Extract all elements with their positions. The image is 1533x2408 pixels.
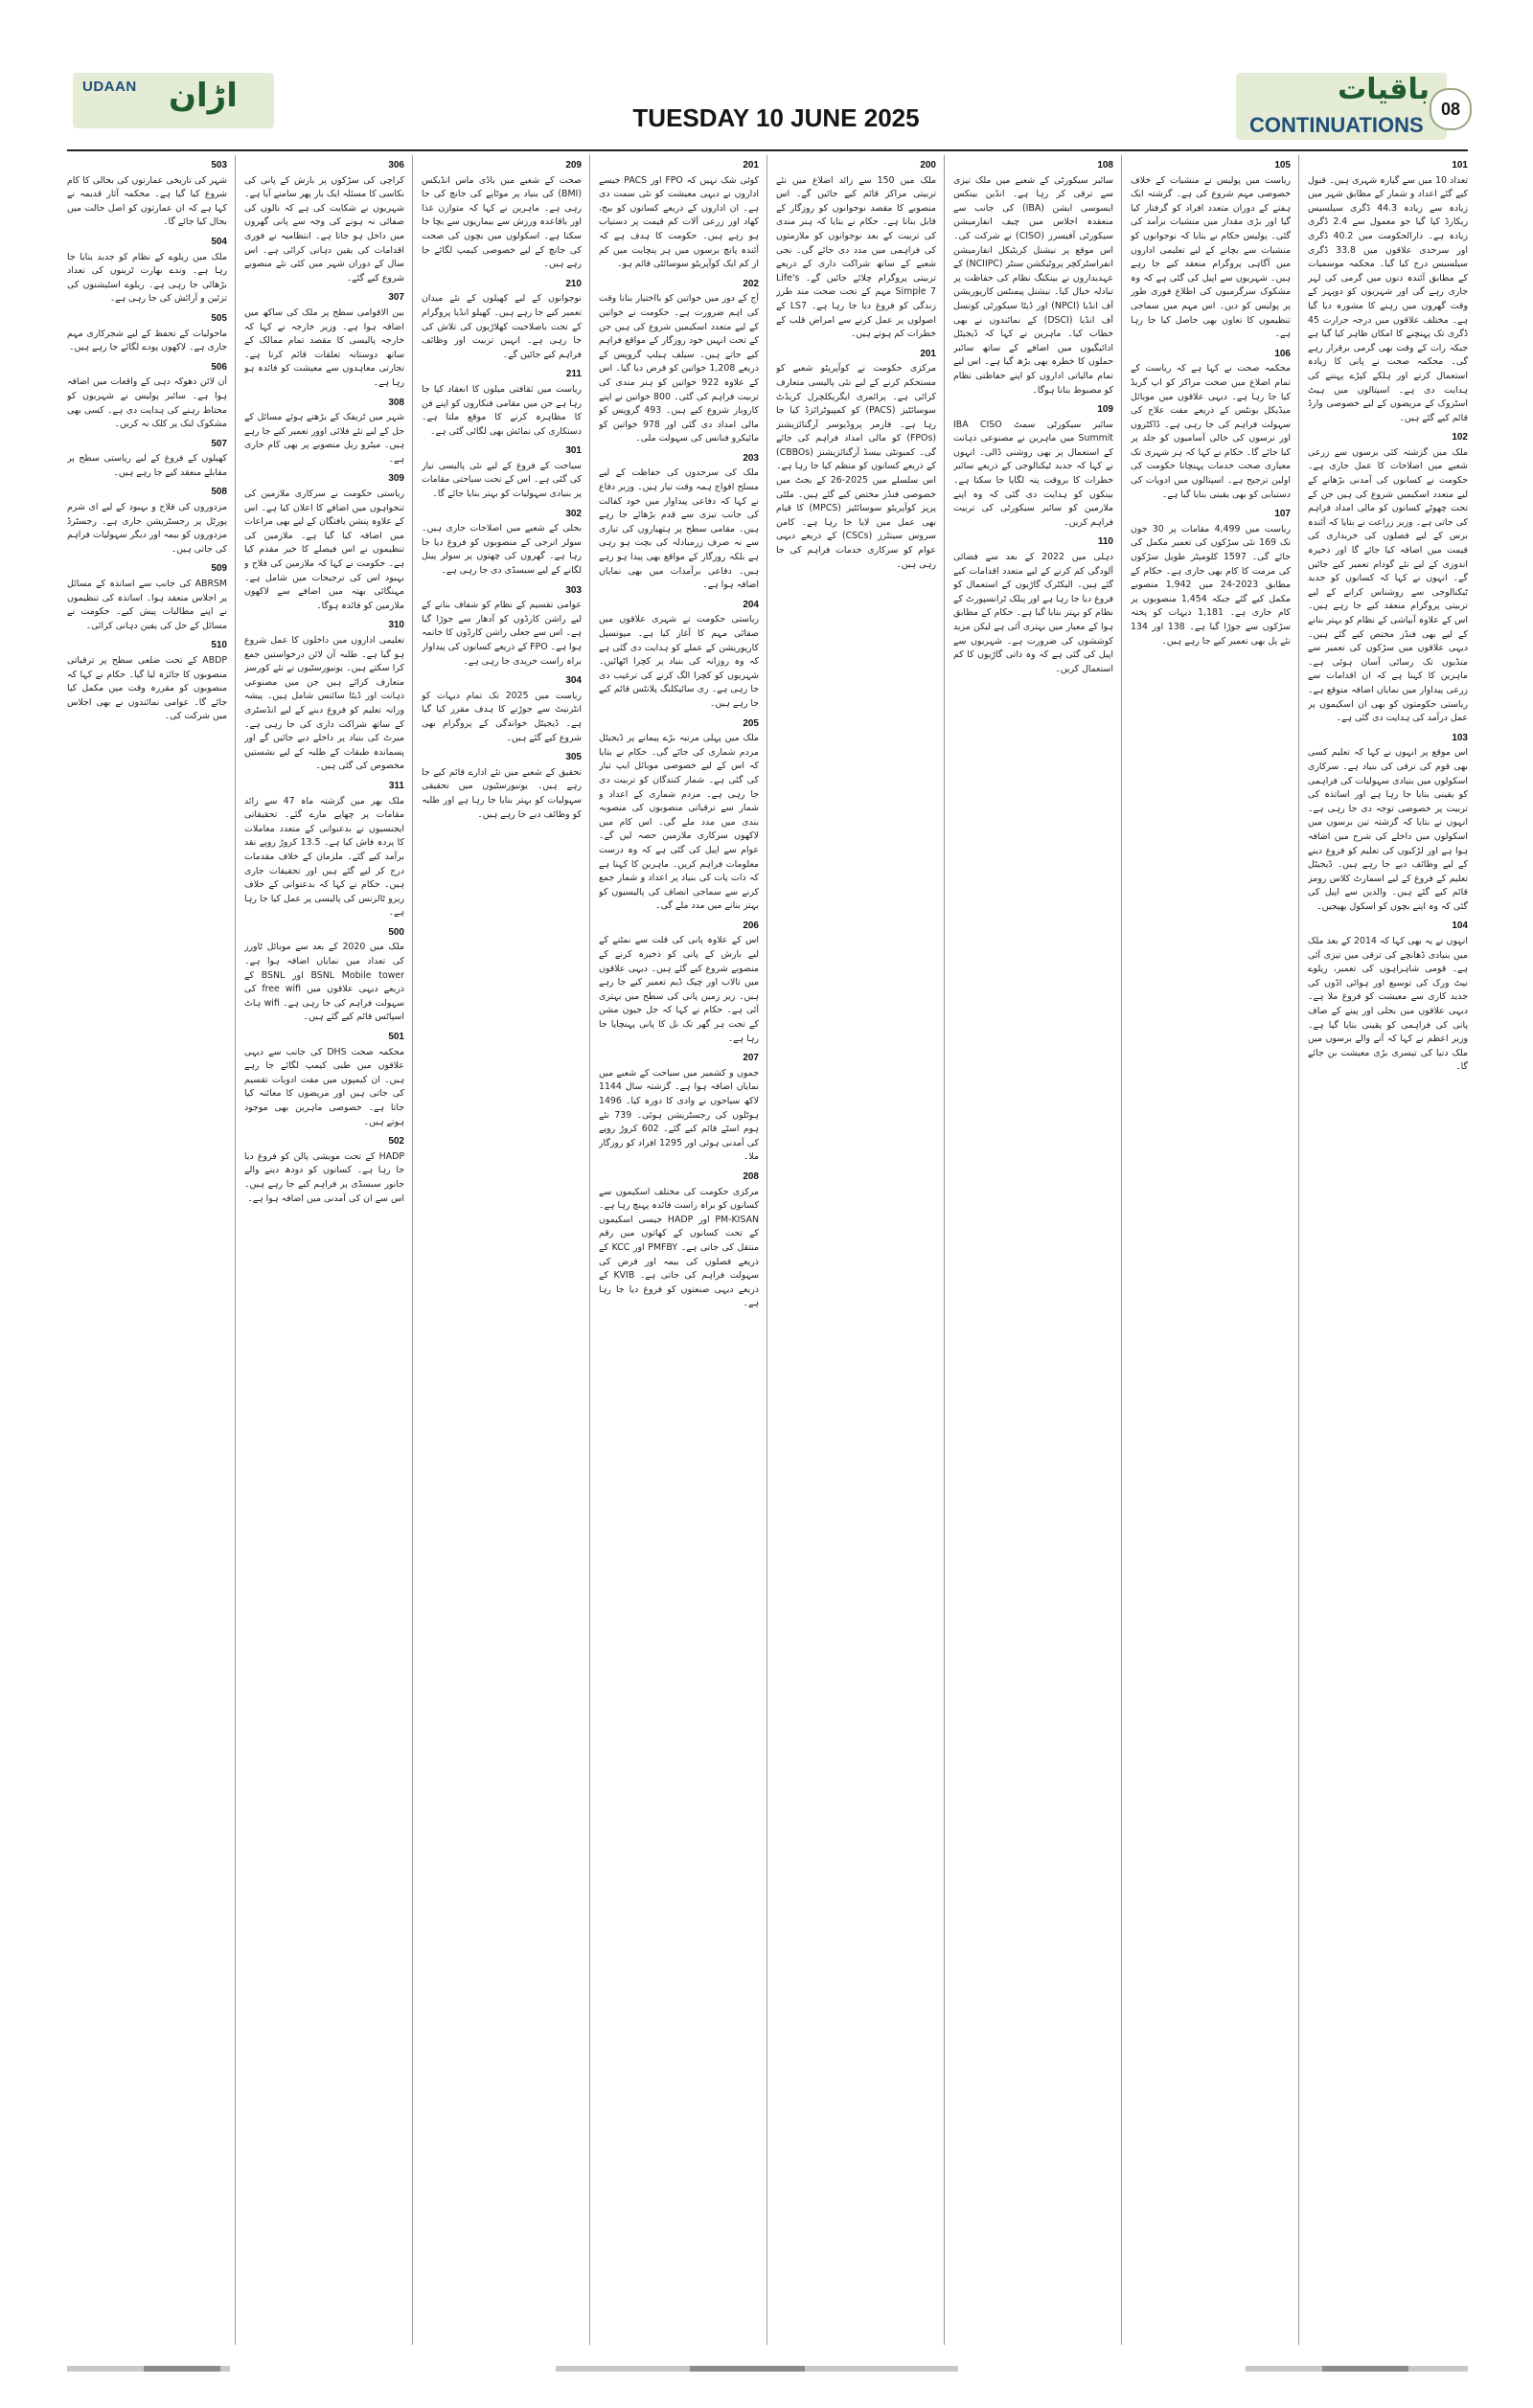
story-block [953,535,1113,676]
story-number: 503 [211,160,227,170]
story-text: ریاست میں 2025 تک تمام دیہات کو انٹرنیٹ سے جوڑنے کا ہدف مقرر کیا گیا ہے۔ ڈیجیٹل خواندگی کے پروگرام بھی شروع کیے گئے ہیں۔ [422,690,582,743]
story-block [67,639,227,724]
story-block [1131,159,1291,342]
column-divider [589,155,590,2345]
story-block [776,348,936,573]
story-number: 109 [1097,404,1113,416]
footer-rule-left-accent [144,2366,220,2372]
text-column [1131,155,1291,2345]
story-block [244,926,404,1025]
story-block [422,444,582,501]
story-text: مزدوروں کی فلاح و بہبود کے لیے ای شرم پورٹل پر رجسٹریشن جاری ہے۔ رجسٹرڈ مزدوروں کو بیمہ اور دیگر سہولیات فراہم کی جاتی ہیں۔ [67,502,227,555]
story-block [1308,732,1468,915]
story-number: 206 [743,920,759,931]
story-text: عوامی تقسیم کے نظام کو شفاف بنانے کے لیے راشن کارڈوں کو آدھار سے جوڑا گیا ہے۔ اس سے جعلی راشن کارڈوں کا خاتمہ ہوا ہے۔ FPO کے ذریعے کسانوں کی پیداوار براہ راست خریدی جا رہی ہے۔ [422,600,582,667]
story-block [953,403,1113,530]
story-block [67,486,227,557]
story-number: 303 [565,584,582,596]
story-text: سائبر سیکورٹی کے شعبے میں ملک تیزی سے ترقی کر رہا ہے۔ انڈین بینکس ایسوسی ایشن (IBA) کی جانب سے منعقدہ اجلاس میں چیف انفارمیشن سیکورٹی آفیسرز (CISO) نے شرکت کی۔ اس موقع پر نیشنل کریٹیکل انفارمیشن انفراسٹرکچر پروٹیکشن سنٹر (NCIIPC) کے عہدیداروں نے بینکنگ نظام کی حفاظت پر تبادلہ خیال کیا۔ نیشنل پیمنٹس کارپوریشن آف انڈیا (NPCI) اور ڈیٹا سیکورٹی کونسل آف انڈیا (DSCI) کے نمائندوں نے بھی خطاب کیا۔ ماہرین نے کہا کہ ڈیجیٹل ادائیگیوں میں اضافے کے ساتھ سائبر حملوں کا خطرہ بھی بڑھ گیا ہے۔ اس لیے تمام مالیاتی اداروں کو اپنے حفاظتی نظام کو مضبوط بنانا ہوگا۔ [953,174,1113,396]
story-number: 208 [743,1170,759,1182]
story-text: سائبر سیکورٹی سمٹ IBA CISO Summit میں ماہرین نے مصنوعی ذہانت کے استعمال پر بھی روشنی ڈالی۔ انہوں نے کہا کہ جدید ٹیکنالوجی کے ذریعے سائبر خطرات کا بروقت پتہ لگایا جا سکتا ہے۔ بینکوں کو ہدایت دی گئی کہ وہ اپنے ملازمین کو سائبر سیکورٹی کی تربیت فراہم کریں۔ [953,419,1113,528]
story-text: کھیلوں کے فروغ کے لیے ریاستی سطح پر مقابلے منعقد کیے جا رہے ہیں۔ [67,453,227,478]
story-text: جموں و کشمیر میں سیاحت کے شعبے میں نمایاں اضافہ ہوا ہے۔ گزشتہ سال 1144 لاکھ سیاحوں نے وادی کا دورہ کیا۔ 1496 ہوٹلوں کی رجسٹریشن ہوئی۔ 739 نئے ہوم اسٹے قائم کیے گئے۔ 602 کروڑ روپے کی آمدنی ہوئی اور 1295 افراد کو روزگار ملا۔ [599,1067,759,1163]
column-divider [1298,155,1299,2345]
story-text: شہر کی تاریخی عمارتوں کی بحالی کا کام شروع کیا گیا ہے۔ محکمہ آثار قدیمہ نے کہا ہے کہ ان عمارتوں کو اصل حالت میں بحال کیا جائے گا۔ [67,174,227,228]
story-number: 202 [743,278,759,289]
story-number: 207 [743,1053,759,1064]
story-text: اس کے علاوہ پانی کی قلت سے نمٹنے کے لیے بارش کے پانی کو ذخیرہ کرنے کے منصوبے شروع کیے گئے ہیں۔ دیہی علاقوں میں تالاب اور چیک ڈیم تعمیر کیے جا رہے ہیں۔ زیر زمین پانی کی سطح میں بہتری آئی ہے۔ حکام نے کہا کہ جل جیون مشن کے تحت ہر گھر تک نل کا پانی پہنچایا جا رہا ہے۔ [599,935,759,1044]
story-number: 106 [1274,348,1291,359]
brand-name-english: UDAAN [82,79,137,95]
story-number: 501 [388,1032,404,1043]
story-block [67,236,227,307]
text-column [244,155,404,2345]
story-number: 204 [743,599,759,610]
text-column [953,155,1113,2345]
story-number: 310 [388,620,404,631]
story-text: دہلی میں 2022 کے بعد سے فضائی آلودگی کم کرنے کے لیے متعدد اقدامات کیے گئے ہیں۔ الیکٹرک گاڑیوں کے استعمال کو فروغ دیا جا رہا ہے اور پبلک ٹرانسپورٹ کے نظام کو بہتر بنایا گیا ہے۔ حکام کے مطابق ہوا کے معیار میں بہتری آئی ہے لیکن مزید کوششوں کی ضرورت ہے۔ شہریوں سے اپیل کی گئی ہے کہ وہ ذاتی گاڑیوں کا کم استعمال کریں۔ [953,552,1113,674]
story-block [1308,159,1468,425]
story-text: آن لائن دھوکہ دہی کے واقعات میں اضافہ ہوا ہے۔ سائبر پولیس نے شہریوں کو محتاط رہنے کی ہدایت دی ہے۔ کسی بھی مشکوک لنک پر کلک نہ کریں۔ [67,376,227,430]
section-title-urdu: باقیات [1338,73,1430,106]
story-number: 104 [1452,920,1468,932]
story-block [422,508,582,579]
story-number: 311 [388,780,404,791]
story-block [1131,508,1291,648]
story-block [67,361,227,432]
brand-logo [73,73,274,128]
story-block [67,159,227,230]
story-number: 210 [565,278,582,289]
story-block [244,291,404,390]
story-text: ملک میں گزشتہ کئی برسوں سے زرعی شعبے میں اصلاحات کا عمل جاری ہے۔ حکومت نے کسانوں کی آمدنی بڑھانے کے لیے متعدد اسکیمیں شروع کی ہیں جن کے تحت چھوٹے کسانوں کو مالی امداد فراہم کی جاتی ہے۔ وزیر زراعت نے بتایا کہ آئندہ برس کے لیے فصلوں کی خریداری کی قیمت میں اضافہ کیا جائے گا اور ذخیرہ اندوزی کے لیے نئے گودام تعمیر کیے جائیں گے۔ انہوں نے کہا کہ کسانوں کو جدید ٹیکنالوجی سے روشناس کرانے کے لیے تربیتی پروگرام منعقد کیے جا رہے ہیں۔ اس کے علاوہ آبپاشی کے نظام کو بہتر بنانے کے لیے بھی فنڈز مختص کیے گئے ہیں۔ دیہی علاقوں میں سڑکوں کی تعمیر سے منڈیوں تک رسائی آسان ہوئی ہے۔ ماہرین کا کہنا ہے کہ ان اقدامات سے زرعی پیداوار میں نمایاں اضافہ متوقع ہے۔ ریاستی حکومتوں کو بھی ان اسکیموں پر عمل درآمد کی ہدایت دی گئی ہے۔ [1308,446,1468,724]
story-block [953,159,1113,398]
story-text: ریاست میں پولیس نے منشیات کے خلاف خصوصی مہم شروع کی ہے۔ گزشتہ ایک ہفتے کے دوران متعدد افراد کو گرفتار کیا گیا اور بڑی مقدار میں منشیات برآمد کی گئی۔ پولیس حکام نے بتایا کہ نوجوانوں کو منشیات سے بچانے کے لیے تعلیمی اداروں میں آگاہی پروگرام منعقد کیے جا رہے ہیں۔ شہریوں سے اپیل کی گئی ہے کہ وہ مشکوک سرگرمیوں کی اطلاع فوری طور پر پولیس کو دیں۔ اس مہم میں سماجی تنظیموں کا تعاون بھی حاصل کیا جا رہا ہے۔ [1131,174,1291,340]
story-text: ملک میں 2020 کے بعد سے موبائل ٹاورز کی تعداد میں نمایاں اضافہ ہوا ہے۔ BSNL Mobile tower اور BSNL کے ذریعے دیہی علاقوں میں free wifi کی سہولت فراہم کی جا رہی ہے۔ wifi ہاٹ اسپاٹس قائم کیے گئے ہیں۔ [244,942,404,1023]
story-block [599,159,759,272]
story-number: 507 [211,438,227,449]
story-block [244,1135,404,1206]
story-text: بین الاقوامی سطح پر ملک کی ساکھ میں اضافہ ہوا ہے۔ وزیر خارجہ نے کہا کہ خارجہ پالیسی کا مقصد تمام ممالک کے ساتھ دوستانہ تعلقات قائم کرنا ہے۔ تجارتی معاہدوں سے معیشت کو فائدہ ہو رہا ہے۔ [244,307,404,388]
text-column [1308,155,1468,2345]
issue-date: TUESDAY 10 JUNE 2025 [632,103,920,132]
story-block [422,368,582,439]
story-number: 306 [388,160,404,170]
story-block [1308,920,1468,1075]
story-text: ABDP کے تحت ضلعی سطح پر ترقیاتی منصوبوں کا جائزہ لیا گیا۔ حکام نے کہا کہ منصوبوں کو مقررہ وقت میں مکمل کیا جائے گا۔ عوامی نمائندوں نے بھی اجلاس میں شرکت کی۔ [67,655,227,722]
column-divider [1121,155,1122,2345]
story-number: 304 [565,675,582,687]
story-text: کوئی شک نہیں کہ FPO اور PACS جیسے اداروں نے دیہی معیشت کو نئی سمت دی ہے۔ ان اداروں کے ذریعے کسانوں کو بیج، کھاد اور زرعی آلات کم قیمت پر دستیاب ہو رہے ہیں۔ حکومت کا ہدف ہے کہ آئندہ پانچ برسوں میں ہر پنچایت میں کم از کم ایک کوآپریٹو سوسائٹی قائم ہو۔ [599,174,759,270]
story-block [776,159,936,342]
story-text: شہر میں ٹریفک کے بڑھتے ہوئے مسائل کے حل کے لیے نئے فلائی اوور تعمیر کیے جا رہے ہیں۔ میٹرو ریل منصوبے پر بھی کام جاری ہے۔ [244,412,404,465]
story-number: 200 [920,160,936,170]
column-divider [944,155,945,2345]
story-number: 502 [388,1136,404,1147]
story-block [599,452,759,593]
story-text: ریاست میں ثقافتی میلوں کا انعقاد کیا جا رہا ہے جن میں مقامی فنکاروں کو اپنے فن کا مظاہرہ کرنے کا موقع ملتا ہے۔ دستکاری کی نمائش بھی لگائی گئی ہے۔ [422,383,582,437]
story-text: ملک بھر میں گزشتہ ماہ 47 سے زائد مقامات پر چھاپے مارے گئے۔ تحقیقاتی ایجنسیوں نے بدعنوانی کے متعدد معاملات کا پردہ فاش کیا ہے۔ 13.5 کروڑ روپے نقد برآمد کیے گئے۔ ملزمان کے خلاف مقدمات درج کر لیے گئے ہیں اور تحقیقات جاری ہیں۔ حکام نے کہا کہ بدعنوانی کے خلاف زیرو ٹالرنس کی پالیسی پر عمل کیا جا رہا ہے۔ [244,795,404,919]
story-text: ملک میں پہلی مرتبہ بڑے پیمانے پر ڈیجیٹل مردم شماری کی جائے گی۔ حکام نے بتایا کہ اس کے لیے خصوصی موبائل ایپ تیار کی گئی ہے۔ شمار کنندگان کو تربیت دی جا رہی ہے۔ مردم شماری کے اعداد و شمار سے ترقیاتی منصوبوں کی منصوبہ بندی میں مدد ملے گی۔ اس کام میں لاکھوں سرکاری ملازمین حصہ لیں گے۔ عوام سے اپیل کی گئی ہے کہ وہ درست معلومات فراہم کریں۔ ماہرین کا کہنا ہے کہ ذات پات کی بنیاد پر اعداد و شمار جمع کرنے سے سماجی انصاف کی پالیسیوں کو بہتر بنانے میں مدد ملے گی۔ [599,733,759,912]
story-number: 101 [1452,160,1468,170]
story-text: اس موقع پر انہوں نے کہا کہ تعلیم کسی بھی قوم کی ترقی کی بنیاد ہے۔ سرکاری اسکولوں میں بنیادی سہولیات کی فراہمی کو یقینی بنایا جا رہا ہے اور اساتذہ کی تربیت پر خصوصی توجہ دی جا رہی ہے۔ انہوں نے بتایا کہ گزشتہ تین برسوں میں اسکولوں میں داخلے کی شرح میں اضافہ ہوا ہے اور لڑکیوں کی تعلیم کو فروغ دینے کے لیے وظائف دیے جا رہے ہیں۔ ڈیجیٹل تعلیم کے فروغ کے لیے اسمارٹ کلاس رومز قائم کیے گئے ہیں۔ والدین سے اپیل کی گئی کہ وہ اپنے بچوں کو اسکول بھیجیں۔ [1308,747,1468,912]
story-block [422,674,582,745]
story-text: ملک میں 150 سے زائد اضلاع میں نئے تربیتی مراکز قائم کیے جائیں گے۔ اس منصوبے کا مقصد نوجوانوں کو روزگار کے قابل بنانا ہے۔ حکام نے بتایا کہ ہنر مندی کی تربیت کے بعد نوجوانوں کو ملازمتوں کی فراہمی میں مدد دی جائے گی۔ نجی شعبے کے ساتھ شراکت داری کے ذریعے تربیتی پروگرام چلائے جائیں گے۔ Life's Simple 7 مہم کے تحت صحت مند طرز زندگی کو فروغ دیا جا رہا ہے۔ LS7 کے اصولوں پر عمل کرنے سے امراض قلب کے خطرات کم ہوتے ہیں۔ [776,174,936,340]
story-text: کراچی کی سڑکوں پر بارش کے پانی کی نکاسی کا مسئلہ ایک بار پھر سامنے آیا ہے۔ شہریوں نے شکایت کی ہے کہ نالوں کی صفائی نہ ہونے کی وجہ سے پانی گھروں میں داخل ہو جاتا ہے۔ انتظامیہ نے فوری اقدامات کی یقین دہانی کرائی ہے۔ اس سال کے دوران شہر میں کئی نئے منصوبے شروع کیے گئے۔ [244,174,404,284]
story-number: 211 [565,369,582,380]
story-text: آج کے دور میں خواتین کو بااختیار بنانا وقت کی اہم ضرورت ہے۔ حکومت نے خواتین کے لیے متعدد اسکیمیں شروع کی ہیں جن کے تحت انہیں خود روزگار کے مواقع فراہم کیے جاتے ہیں۔ سیلف ہیلپ گروپس کے ذریعے 1,208 خواتین کو قرض دیا گیا۔ اس کے علاوہ 922 خواتین کو ہنر مندی کی تربیت فراہم کی گئی۔ 800 خواتین نے اپنے کاروبار شروع کیے ہیں۔ 493 گروپس کو مالی امداد دی گئی اور 978 خواتین کو مائیکرو فنانس کی سہولت ملی۔ [599,293,759,444]
story-number: 301 [565,445,582,457]
story-block [67,312,227,355]
story-text: تعداد 10 میں سے گیارہ شہری ہیں۔ قبول کیے گئے اعداد و شمار کے مطابق شہر میں زیادہ سے زیادہ 44.3 ڈگری سیلسیس ریکارڈ کیا گیا جو معمول سے 2.4 ڈگری زیادہ ہے۔ دارالحکومت میں 40.2 ڈگری اور سرحدی علاقوں میں 33.8 ڈگری سیلسیس درج کیا گیا۔ محکمہ موسمیات کے مطابق آئندہ دنوں میں گرمی کی لہر جاری رہے گی اور شہریوں کو دوپہر کے وقت گھروں میں رہنے کا مشورہ دیا گیا ہے۔ مختلف علاقوں میں درجہ حرارت 45 ڈگری تک پہنچنے کا امکان ظاہر کیا گیا ہے جبکہ رات کے وقت بھی گرمی برقرار رہے گی۔ محکمہ صحت نے پانی کا زیادہ استعمال کرنے اور ہلکے کپڑے پہننے کی ہدایت دی ہے۔ اسپتالوں میں ہیٹ اسٹروک کے مریضوں کے لیے خصوصی وارڈ قائم کیے گئے ہیں۔ [1308,174,1468,423]
story-block [422,751,582,822]
story-number: 102 [1452,432,1468,443]
story-block [599,920,759,1046]
story-text: محکمہ صحت DHS کی جانب سے دیہی علاقوں میں طبی کیمپ لگائے جا رہے ہیں۔ ان کیمپوں میں مفت ادویات تقسیم کی جاتی ہیں اور مریضوں کا معائنہ کیا جاتا ہے۔ خصوصی ماہرین بھی موجود ہوتے ہیں۔ [244,1046,404,1127]
story-number: 209 [565,160,582,170]
story-text: ملک میں ریلوے کے نظام کو جدید بنایا جا رہا ہے۔ وندے بھارت ٹرینوں کی تعداد بڑھائی جا رہی ہے۔ ریلوے اسٹیشنوں کی تزئین و آرائش کی جا رہی ہے۔ [67,251,227,305]
story-number: 107 [1274,509,1291,520]
column-divider [235,155,236,2345]
story-number: 508 [211,487,227,498]
story-block [599,1170,759,1311]
story-text: انہوں نے یہ بھی کہا کہ 2014 کے بعد ملک میں بنیادی ڈھانچے کی ترقی میں تیزی آئی ہے۔ قومی شاہراہوں کی تعمیر، ریلوے نیٹ ورک کی توسیع اور ہوائی اڈوں کی جدید کاری سے معیشت کو فروغ ملا ہے۔ دیہی علاقوں میں بجلی اور پینے کے صاف پانی کی فراہمی کو یقینی بنایا گیا ہے۔ وزیر اعظم نے کہا کہ آنے والے برسوں میں ملک دنیا کی تیسری بڑی معیشت بن جائے گا۔ [1308,936,1468,1073]
story-block [244,1031,404,1129]
footer-rule-right-accent [1322,2366,1408,2372]
text-column [776,155,936,2345]
story-number: 510 [211,640,227,651]
header-divider [67,149,1468,151]
story-text: تعلیمی اداروں میں داخلوں کا عمل شروع ہو گیا ہے۔ طلبہ آن لائن درخواستیں جمع کرا سکتے ہیں۔ یونیورسٹیوں نے نئے کورسز متعارف کرائے ہیں جن میں مصنوعی ذہانت اور ڈیٹا سائنس شامل ہیں۔ پیشہ ورانہ تعلیم کو فروغ دینے کے لیے انڈسٹری کے ساتھ شراکت داری کی جا رہی ہے۔ میرٹ کی بنیاد پر داخلے دیے جائیں گے اور پسماندہ طبقات کے طلبہ کے لیے نشستیں مخصوص کی گئی ہیں۔ [244,635,404,772]
article-columns [67,155,1468,2345]
story-text: HADP کے تحت مویشی پالن کو فروغ دیا جا رہا ہے۔ کسانوں کو دودھ دینے والے جانور سبسڈی پر فراہم کیے جا رہے ہیں۔ اس سے ان کی آمدنی میں اضافہ ہوا ہے۔ [244,1150,404,1204]
story-text: بجلی کے شعبے میں اصلاحات جاری ہیں۔ سولر انرجی کے منصوبوں کو فروغ دیا جا رہا ہے۔ گھروں کی چھتوں پر سولر پینل لگانے کے لیے سبسڈی دی جا رہی ہے۔ [422,523,582,577]
story-text: مرکزی حکومت نے کوآپریٹو شعبے کو مستحکم کرنے کے لیے نئی پالیسی متعارف کرائی ہے۔ پرائمری ایگریکلچرل کریڈٹ سوسائٹیز (PACS) کو کمپیوٹرائزڈ کیا جا رہا ہے۔ فارمر پروڈیوسر آرگنائزیشنز (FPOs) کو مالی امداد فراہم کی جائے گی۔ کمیونٹی بیسڈ آرگنائزیشنز (CBBOs) کے ذریعے کسانوں کو منظم کیا جا رہا ہے۔ اس سلسلے میں 2025-26 کے بجٹ میں خصوصی فنڈز مختص کیے گئے ہیں۔ ملٹی پرپز کوآپریٹو سوسائٹیز (MPCS) کا قیام بھی عمل میں لایا جا رہا ہے۔ کامن سروس سینٹرز (CSCs) کے ذریعے دیہی عوام کو سرکاری خدمات فراہم کی جا رہی ہیں۔ [776,363,936,570]
story-block [244,619,404,774]
story-number: 504 [211,236,227,247]
text-column [599,155,759,2345]
story-number: 205 [743,717,759,729]
brand-name-urdu: اڑان [169,77,238,115]
story-block [422,584,582,670]
story-number: 108 [1097,160,1113,170]
story-number: 105 [1274,160,1291,170]
story-text: محکمہ صحت نے کہا ہے کہ ریاست کے تمام اضلاع میں صحت مراکز کو اپ گریڈ کیا جا رہا ہے۔ دیہی علاقوں میں موبائل میڈیکل یونٹس کے ذریعے مفت علاج کی سہولت فراہم کی جا رہی ہے۔ ڈاکٹروں اور نرسوں کی خالی آسامیوں کو جلد پر کیا جائے گا۔ حکام نے کہا کہ ہر شہری تک معیاری صحت خدمات پہنچانا حکومت کی اولین ترجیح ہے۔ اسپتالوں میں ادویات کی دستیابی کو بھی یقینی بنایا گیا ہے۔ [1131,363,1291,500]
story-number: 103 [1452,732,1468,743]
story-number: 305 [565,752,582,763]
text-column [422,155,582,2345]
story-block [599,278,759,446]
story-text: ماحولیات کے تحفظ کے لیے شجرکاری مہم جاری ہے۔ لاکھوں پودے لگائے جا رہے ہیں۔ [67,328,227,353]
story-number: 110 [1097,536,1113,548]
column-divider [766,155,767,2345]
story-block [67,562,227,633]
story-text: ABRSM کی جانب سے اساتذہ کے مسائل پر اجلاس منعقد ہوا۔ اساتذہ کی تنظیموں نے اپنے مطالبات پیش کیے۔ حکومت نے مسائل کے حل کی یقین دہانی کرائی۔ [67,579,227,631]
story-number: 509 [211,563,227,575]
story-block [1308,431,1468,725]
story-block [599,1052,759,1165]
story-block [422,278,582,363]
story-text: نوجوانوں کے لیے کھیلوں کے نئے میدان تعمیر کیے جا رہے ہیں۔ کھیلو انڈیا پروگرام کے تحت باصلاحیت کھلاڑیوں کی تلاش کی جا رہی ہے۔ انہیں تربیت اور وظائف فراہم کیے جائیں گے۔ [422,293,582,360]
story-block [67,438,227,481]
story-number: 309 [388,473,404,485]
story-text: ریاستی حکومت نے سرکاری ملازمین کی تنخواہوں میں اضافے کا اعلان کیا ہے۔ اس کے علاوہ پنشن یافتگان کے لیے بھی مراعات میں اضافہ کیا گیا ہے۔ ملازمین کی تنظیموں نے اس فیصلے کا خیر مقدم کیا ہے۔ حکومت نے کہا کہ ملازمین کی فلاح و بہبود اس کی ترجیحات میں شامل ہے۔ مہنگائی بھتہ میں اضافے سے لاکھوں ملازمین کو فائدہ ہوگا۔ [244,488,404,611]
section-title-english: CONTINUATIONS [1249,113,1424,137]
story-number: 307 [388,292,404,304]
story-text: صحت کے شعبے میں باڈی ماس انڈیکس (BMI) کی بنیاد پر موٹاپے کی جانچ کی جا رہی ہے۔ ماہرین نے کہا کہ متوازن غذا اور باقاعدہ ورزش سے بیماریوں سے بچا جا سکتا ہے۔ اسکولوں میں بچوں کی صحت کی جانچ کے لیے خصوصی کیمپ لگائے جا رہے ہیں۔ [422,174,582,270]
text-column [67,155,227,2345]
story-number: 308 [388,397,404,408]
story-text: ریاست میں 4,499 مقامات پر 30 جون تک 169 نئی سڑکوں کی تعمیر مکمل کی جائے گی۔ 1597 کلومیٹر طویل سڑکوں کی مرمت کا کام بھی جاری ہے۔ حکام کے مطابق 2023-24 میں 1,942 منصوبے مکمل کیے گئے جبکہ 1,454 منصوبوں پر کام جاری ہے۔ 1,181 دیہات کو پختہ سڑکوں سے جوڑا گیا ہے۔ 138 اور 134 نئے پل بھی تعمیر کیے جا رہے ہیں۔ [1131,523,1291,647]
story-number: 201 [743,160,759,170]
story-number: 201 [920,348,936,359]
story-text: سیاحت کے فروغ کے لیے نئی پالیسی تیار کی گئی ہے۔ اس کے تحت سیاحتی مقامات پر بنیادی سہولیات کو بہتر بنایا جائے گا۔ [422,460,582,500]
story-block [244,159,404,285]
story-text: ریاستی حکومت نے شہری علاقوں میں صفائی مہم کا آغاز کیا ہے۔ میونسپل کارپوریشن کے عملے کو ہدایت دی گئی ہے کہ وہ روزانہ کی بنیاد پر کچرا اٹھائیں۔ شہریوں کو کچرا الگ کرنے کی ترغیب دی جا رہی ہے۔ ری سائیکلنگ پلانٹس قائم کیے جا رہے ہیں۔ [599,614,759,709]
story-number: 500 [388,926,404,938]
column-divider [412,155,413,2345]
story-number: 505 [211,312,227,324]
story-number: 302 [565,508,582,519]
story-block [1131,348,1291,503]
story-text: تحقیق کے شعبے میں نئے ادارے قائم کیے جا رہے ہیں۔ یونیورسٹیوں میں تحقیقی سہولیات کو بہتر بنایا جا رہا ہے اور طلبہ کو وظائف دیے جا رہے ہیں۔ [422,766,582,820]
story-block [244,780,404,920]
story-block [422,159,582,272]
page-number: 08 [1430,88,1472,130]
section-header [1236,73,1447,140]
footer-rule-center-accent [690,2366,805,2372]
story-block [599,599,759,712]
story-block [244,472,404,613]
story-text: مرکزی حکومت کی مختلف اسکیموں سے کسانوں کو براہ راست فائدہ پہنچ رہا ہے۔ PM-KISAN اور HADP جیسی اسکیموں کے تحت کسانوں کے کھاتوں میں رقم منتقل کی جاتی ہے۔ PMFBY اور KCC کے ذریعے فصلوں کی بیمہ اور قرض کی سہولت فراہم کی جاتی ہے۔ KVIB کے ذریعے دیہی صنعتوں کو فروغ دیا جا رہا ہے۔ [599,1186,759,1309]
story-text: ملک کی سرحدوں کی حفاظت کے لیے مسلح افواج ہمہ وقت تیار ہیں۔ وزیر دفاع نے کہا کہ دفاعی پیداوار میں خود کفالت کی جانب تیزی سے قدم بڑھائے جا رہے ہیں۔ مقامی سطح پر ہتھیاروں کی تیاری سے نہ صرف زرمبادلہ کی بچت ہو رہی ہے بلکہ روزگار کے مواقع بھی پیدا ہو رہے ہیں۔ دفاعی برآمدات میں بھی نمایاں اضافہ ہوا ہے۔ [599,467,759,591]
story-block [599,717,759,914]
story-number: 506 [211,361,227,373]
story-number: 203 [743,452,759,464]
story-block [244,397,404,467]
